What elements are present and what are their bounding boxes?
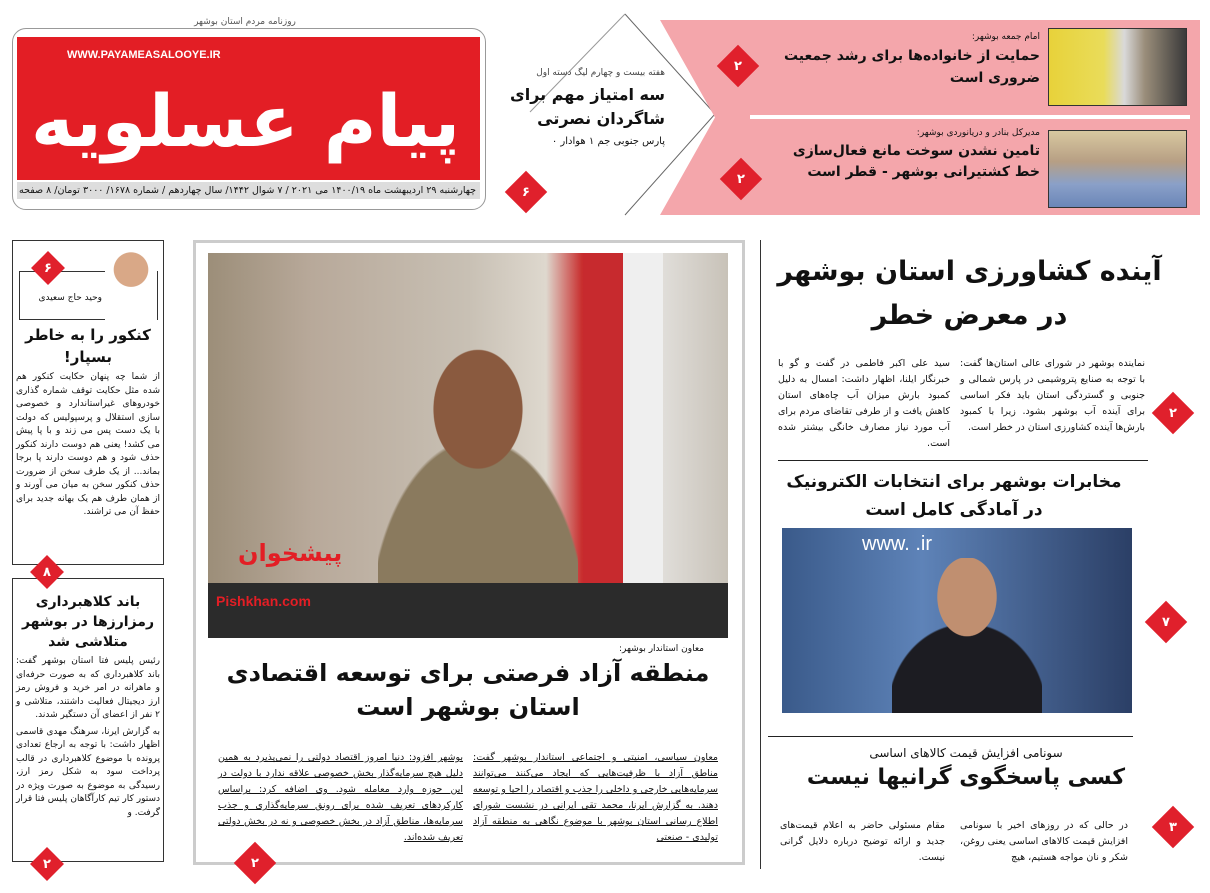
watermark-url: Pishkhan.com <box>216 593 311 609</box>
flag <box>583 253 663 583</box>
masthead-tagline: روزنامه مردم استان بوشهر <box>160 17 330 27</box>
page-badge: ۷ <box>1145 601 1187 643</box>
page-badge: ۲ <box>234 842 276 884</box>
story2-photo[interactable] <box>782 528 1132 713</box>
desk <box>208 583 728 638</box>
main-body-right: معاون سیاسی، امنیتی و اجتماعی استاندار بوشهر گفت: مناطق آزاد با ظرفیت‌هایی که ایجاد می‌کنند می‌توانند سرمایه‌هایی خارجی و داخلی را جذب و اقتصاد را احیا و توسعه دهند. به گزارش ایرنا، محمد تقی ایرانی در نشست شورای اطلاع رسانی استان بوشهر با موضوع نگاهی به منطقه آزاد تولیدی - صنعتی <box>473 752 718 843</box>
banner-photo-1 <box>1048 28 1187 106</box>
teaser <box>493 68 665 147</box>
news-body-1: رئیس پلیس فتا استان بوشهر گفت: باند کلاهبرداری که به صورت حرفه‌ای و ماهرانه در امر خرید و فروش رمز ارز دیجیتال فعالیت داشتند، متلاشی و ۲ نفر از اعضای آن دستگیر شدند. <box>16 656 160 720</box>
page-badge: ۸ <box>30 555 64 589</box>
story1-body-right: نماینده بوشهر در شورای عالی استان‌ها گفت: با توجه به صنایع پتروشیمی در پارس شمالی و جنوبی و گستردگی استان باید فکر اساسی برای آینده آب بوشهر بشود. زیرا با کمبود بارش‌ها آینده کشاورزی استان در خطر است. <box>960 358 1145 433</box>
masthead-logo-block <box>17 37 480 180</box>
author-photo <box>105 248 157 320</box>
banner-divider <box>750 115 1190 119</box>
speaker-figure <box>892 558 1042 713</box>
banner-item-2 <box>765 128 1040 183</box>
banner-item-1 <box>770 32 1040 89</box>
story3-kicker: سونامی افزایش قیمت کالاهای اساسی <box>869 746 1063 760</box>
masthead-logo: پیام عسلویه <box>31 79 460 163</box>
page-badge: ۲ <box>717 45 759 87</box>
main-body-left: بوشهر افزود: دنیا امروز اقتصاد دولتی را نمی‌پذیرد به همین دلیل هیچ سرمایه‌گذار بخش خصوصی علاقه ندارد با دولت در این حوزه وارد معامله شود. وی اضافه کرد: براساس کارکردهای تعریف شده برای رونق سرمایه‌گذاری و جذب سرمایه‌ها، مناطق آزاد در بخش خصوصی و نه در بخش دولتی تعریف شده‌اند. <box>218 752 463 843</box>
story2 <box>776 468 1132 713</box>
story3-headline <box>776 744 1156 794</box>
story3-body-left: مقام مسئولی حاضر به اعلام قیمت‌های جدید و ارائه توضیح درباره دلایل گرانی نیست. <box>780 820 945 863</box>
news-content <box>16 592 160 820</box>
divider <box>778 460 1148 461</box>
author-name: وحید حاج سعیدی <box>38 293 102 303</box>
page-badge: ۲ <box>720 158 762 200</box>
news-title[interactable]: باند کلاهبرداری رمزارزها در بوشهر متلاشی شد <box>21 594 155 650</box>
story3-title[interactable]: کسی پاسخگوی گرانیها نیست <box>806 765 1126 790</box>
page-badge: ۶ <box>505 171 547 213</box>
banner-kicker-2: مدیرکل بنادر و دریانوردی بوشهر: <box>916 128 1040 138</box>
main-kicker: معاون استاندار بوشهر: <box>619 644 704 654</box>
opinion-title[interactable]: کنکور را به خاطر بسپار! <box>25 326 151 366</box>
main-headline <box>212 644 724 724</box>
news-body-2: به گزارش ایرنا، سرهنگ مهدی قاسمی اظهار داشت: با توجه به ارجاع تعدادی پرونده با موضوع کلاهبرداری در قالب پرداخت سود به شکل رمز ارز، رسیدگی به موضوع به صورت ویژه در دستور کار تیم کارآگاهان پلیس فتا قرار گرفت. و <box>16 726 160 818</box>
masthead-url: WWW.PAYAMEASALOOYE.IR <box>67 49 221 61</box>
banner-photo-2 <box>1048 130 1187 208</box>
column-divider <box>760 240 761 869</box>
teaser-subtitle: پارس جنوبی جم ۱ هوادار ۰ <box>551 136 665 147</box>
teaser-title[interactable]: سه امتیاز مهم برای شاگردان نصرتی <box>510 85 665 128</box>
banner-kicker-1: امام جمعه بوشهر: <box>971 32 1040 42</box>
main-photo[interactable] <box>208 253 728 638</box>
teaser-kicker: هفته بیست و چهارم لیگ دسته اول <box>536 68 665 78</box>
banner-title-1[interactable]: حمایت از خانواده‌ها برای رشد جمعیت ضروری است <box>783 48 1040 86</box>
story3-body-right: در حالی که در روزهای اخیر با سونامی افزایش قیمت کالاهای اساسی یعنی روغن، شکر و نان مواجه هستیم، هیچ <box>960 820 1128 863</box>
banner-title-2[interactable]: تامین نشدن سوخت مانع فعال‌سازی خط کشتیرانی بوشهر - قطر است <box>792 143 1040 180</box>
story1-title[interactable]: آینده کشاورزی استان بوشهر در معرض خطر <box>777 256 1162 331</box>
opinion-content <box>16 324 160 520</box>
screen-text: www. .ir <box>862 533 932 555</box>
opinion-body: از شما چه پنهان حکایت کنکور هم شده مثل حکایت توقف شماره گذاری خودروهای غیراستاندارد و خصوصی سازی استقلال و پرسپولیس که دولت با یک دست پس می زند و با پا پیش می کشد! یعنی هم دوست دارند کنکور حذف شود و هم دوست دارند پا برجا بماند... از یک طرف سخن از ضرورت حذف کنکور سخن به میان می آورند و از همان طرف هم یک بهانه جدید برای حفظ آن می تراشند. <box>16 372 160 517</box>
divider <box>768 736 1133 737</box>
story1-body-left: سید علی اکبر فاطمی در گفت و گو با خبرنگار ایلنا، اظهار داشت: امسال به دلیل کمبود بارش میزان آب چاه‌های استان کاهش یافت و از طرفی تقاضای مردم برای آب مورد نیاز مصارف خانگی بیشتر شده است. <box>778 358 950 449</box>
page-badge: ۲ <box>30 847 64 881</box>
page-badge: ۳ <box>1152 806 1194 848</box>
story2-title[interactable]: مخابرات بوشهر برای انتخابات الکترونیک در آمادگی کامل است <box>786 472 1122 520</box>
page-badge: ۶ <box>31 251 65 285</box>
main-title[interactable]: منطقه آزاد فرصتی برای توسعه اقتصادی استان بوشهر است <box>226 659 710 721</box>
page-badge: ۲ <box>1152 392 1194 434</box>
watermark-logo: پیشخوان <box>238 539 343 567</box>
masthead-dateline: چهارشنبه ۲۹ اردیبهشت ماه ۱۴۰۰/۱۹ می ۲۰۲۱ / ۷ شوال ۱۴۴۲/ سال چهاردهم / شماره ۱۶۷۸/ ۳۰۰۰ تومان/ ۸ صفحه <box>17 182 480 199</box>
